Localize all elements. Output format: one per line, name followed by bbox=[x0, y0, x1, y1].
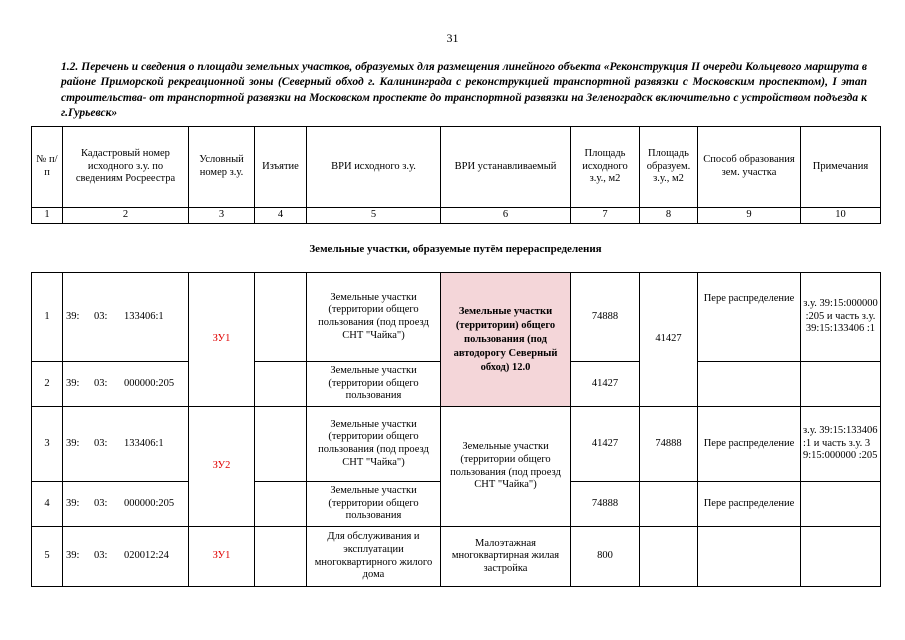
withdrawal-cell bbox=[255, 362, 307, 407]
formed-area: 74888 bbox=[640, 407, 698, 482]
formation-method: Пере распределение bbox=[698, 273, 801, 362]
source-area: 74888 bbox=[571, 273, 640, 362]
column-header: Площадь образуем. з.у., м2 bbox=[640, 127, 698, 208]
source-area: 41427 bbox=[571, 362, 640, 407]
cadastral-part: 39: bbox=[66, 310, 80, 322]
conditional-number: ЗУ1 bbox=[189, 273, 255, 407]
land-plots-table bbox=[31, 272, 881, 587]
cadastral-part: 03: bbox=[94, 437, 108, 449]
withdrawal-cell bbox=[255, 407, 307, 482]
cadastral-part: 03: bbox=[94, 550, 108, 562]
source-area: 74888 bbox=[571, 482, 640, 527]
note bbox=[801, 362, 881, 407]
conditional-number: ЗУ2 bbox=[189, 407, 255, 527]
conditional-number: ЗУ1 bbox=[189, 527, 255, 587]
column-number-row bbox=[32, 208, 881, 224]
formed-area bbox=[640, 527, 698, 587]
formation-method bbox=[698, 527, 801, 587]
note: з.у. 39:15:000000 :205 и часть з.у. 39:15:133406 :1 bbox=[801, 273, 881, 362]
row-number: 4 bbox=[32, 482, 63, 527]
column-number: 6 bbox=[441, 208, 571, 224]
cadastral-part: 133406:1 bbox=[124, 437, 164, 449]
cadastral-number bbox=[63, 273, 189, 362]
source-area: 41427 bbox=[571, 407, 640, 482]
column-number: 4 bbox=[255, 208, 307, 224]
row-number: 5 bbox=[32, 527, 63, 587]
table-row bbox=[32, 527, 881, 587]
withdrawal-cell bbox=[255, 527, 307, 587]
cadastral-part: 020012:24 bbox=[124, 550, 169, 562]
source-vri: Земельные участки (территории общего пользования bbox=[307, 362, 441, 407]
column-number: 5 bbox=[307, 208, 441, 224]
formed-area bbox=[640, 482, 698, 527]
source-vri: Земельные участки (территории общего пользования (под проезд СНТ "Чайка") bbox=[307, 407, 441, 482]
source-vri: Для обслуживания и эксплуатации многоквартирного жилого дома bbox=[307, 527, 441, 587]
columns-header-table bbox=[31, 126, 881, 224]
cadastral-part: 39: bbox=[66, 550, 80, 562]
cadastral-number bbox=[63, 527, 189, 587]
source-vri: Земельные участки (территории общего пользования (под проезд СНТ "Чайка") bbox=[307, 273, 441, 362]
source-area: 800 bbox=[571, 527, 640, 587]
table-row bbox=[32, 273, 881, 362]
established-vri: Земельные участки (территории) общего пользования (под автодорогу Северный обход) 12.0 bbox=[441, 273, 571, 407]
withdrawal-cell bbox=[255, 482, 307, 527]
column-number: 7 bbox=[571, 208, 640, 224]
section-title: Земельные участки, образуемые путём перераспределения bbox=[309, 243, 602, 255]
established-vri: Малоэтажная многоквартирная жилая застройка bbox=[441, 527, 571, 587]
page-number: 31 bbox=[446, 31, 459, 45]
column-header: ВРИ исходного з.у. bbox=[307, 127, 441, 208]
note bbox=[801, 482, 881, 527]
cadastral-part: 03: bbox=[94, 497, 108, 509]
established-vri: Земельные участки (территории общего пользования (под проезд СНТ "Чайка") bbox=[441, 407, 571, 527]
column-header: Площадь исходного з.у., м2 bbox=[571, 127, 640, 208]
column-header: ВРИ устанавливаемый bbox=[441, 127, 571, 208]
document-heading: 1.2. Перечень и сведения о площади земельных участков, образуемых для размещения линейного объекта «Реконструкция II очереди Кольцевого маршрута в районе Приморской рекреационной зоны (Северный обход г. Калининграда с реконструкцией транспортной развязки с Московским проспектом), I этап строительства- от транспортной развязки на Московском проспекте до транспортной развязки на Зеленоградск включительно с устройством подъезда к г.Гурьевск» bbox=[61, 61, 867, 119]
column-number: 3 bbox=[189, 208, 255, 224]
column-header: № п/п bbox=[32, 127, 63, 208]
table-row bbox=[32, 407, 881, 482]
formation-method: Пере распределение bbox=[698, 407, 801, 482]
formation-method: Пере распределение bbox=[698, 482, 801, 527]
cadastral-part: 39: bbox=[66, 437, 80, 449]
column-number: 10 bbox=[801, 208, 881, 224]
formed-area: 41427 bbox=[640, 273, 698, 407]
row-number: 1 bbox=[32, 273, 63, 362]
row-number: 3 bbox=[32, 407, 63, 482]
cadastral-part: 000000:205 bbox=[124, 377, 175, 389]
column-header: Кадастровый номер исходного з.у. по сведениям Росреестра bbox=[63, 127, 189, 208]
formation-method bbox=[698, 362, 801, 407]
cadastral-part: 03: bbox=[94, 377, 108, 389]
column-header: Примечания bbox=[801, 127, 881, 208]
source-vri: Земельные участки (территории общего пользования bbox=[307, 482, 441, 527]
cadastral-part: 000000:205 bbox=[124, 497, 175, 509]
column-number: 2 bbox=[63, 208, 189, 224]
cadastral-number bbox=[63, 362, 189, 407]
header-row bbox=[32, 127, 881, 208]
note: з.у. 39:15:133406 :1 и часть з.у. 39:15:000000 :205 bbox=[801, 407, 881, 482]
cadastral-number bbox=[63, 407, 189, 482]
cadastral-part: 39: bbox=[66, 377, 80, 389]
row-number: 2 bbox=[32, 362, 63, 407]
cadastral-part: 03: bbox=[94, 310, 108, 322]
cadastral-number bbox=[63, 482, 189, 527]
column-header: Условный номер з.у. bbox=[189, 127, 255, 208]
cadastral-part: 39: bbox=[66, 497, 80, 509]
column-header: Способ образования зем. участка bbox=[698, 127, 801, 208]
column-header: Изъятие bbox=[255, 127, 307, 208]
withdrawal-cell bbox=[255, 273, 307, 362]
cadastral-part: 133406:1 bbox=[124, 310, 164, 322]
note bbox=[801, 527, 881, 587]
column-number: 8 bbox=[640, 208, 698, 224]
column-number: 1 bbox=[32, 208, 63, 224]
column-number: 9 bbox=[698, 208, 801, 224]
